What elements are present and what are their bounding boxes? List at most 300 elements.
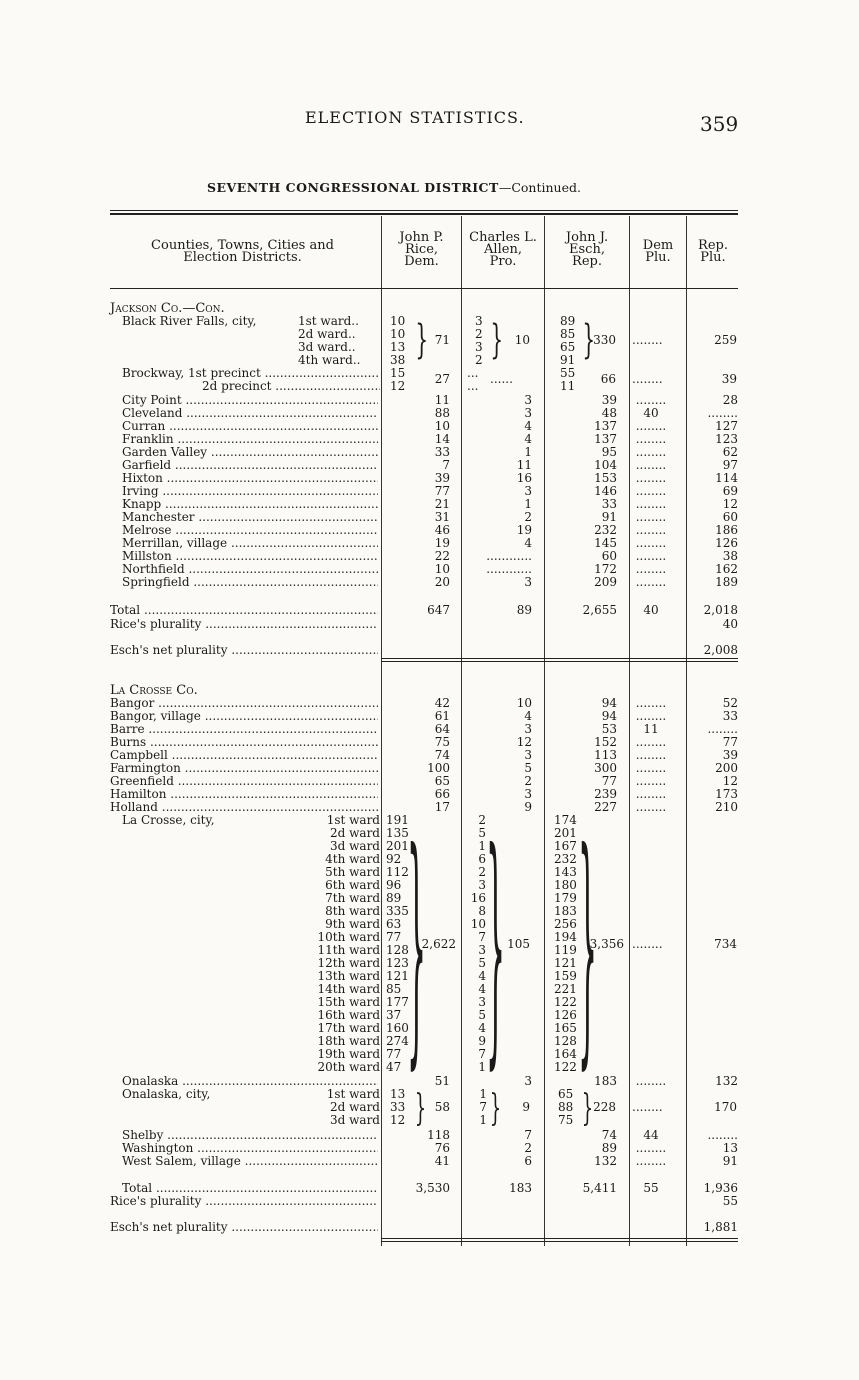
brace-icon: } [486, 799, 506, 1090]
ward-rice: 89 [386, 891, 402, 905]
jackson-row-dem-plu: ........ [635, 445, 667, 459]
ward-label: 12th ward [317, 956, 380, 970]
lacrosse-row-allen: 10 [516, 696, 532, 710]
ward-rice: 274 [386, 1034, 409, 1048]
ward-esch: 65 [558, 1087, 574, 1101]
brockway-label-1: Brockway, 1st precinct ..... [122, 367, 380, 380]
ward-rice: 121 [386, 969, 409, 983]
lacrosse-city-dem: ........ [632, 937, 663, 951]
jackson-row-esch: 209 [594, 575, 617, 589]
brockway-allen-2: ... [467, 379, 479, 393]
lacrosse-row-rep-plu: 91 [722, 1154, 738, 1168]
jackson-row-rep-plu: 97 [722, 458, 738, 472]
lacrosse-row-rep-plu: 173 [715, 787, 738, 801]
jackson-row-rep-plu: 114 [715, 471, 738, 485]
lacrosse-rice-plurality [110, 1195, 740, 1208]
election-table [110, 210, 740, 1250]
jackson-row-esch: 146 [594, 484, 617, 498]
ward-allen: 9 [478, 1034, 486, 1048]
jackson-row-allen: ............ [486, 549, 532, 563]
brace-icon: } [581, 1088, 594, 1129]
onalaska-dem-plu: ........ [635, 1074, 667, 1088]
jackson-row-name: Merrillan, village [122, 537, 228, 550]
ward-allen: 7 [479, 1100, 487, 1114]
ward-rice: 77 [386, 930, 402, 944]
ward-label: 5th ward [325, 865, 380, 879]
lacrosse-rice-plurality-label [110, 1195, 378, 1208]
jackson-row-name: Manchester [122, 511, 195, 524]
onalaska-city-allen-total: 9 [522, 1100, 530, 1114]
jackson-row-label [122, 459, 378, 472]
lacrosse-row-allen: 12 [516, 735, 532, 749]
ward-label: 9th ward [325, 917, 380, 931]
lacrosse-row-name: Bangor [110, 697, 155, 710]
lacrosse-row-label [110, 775, 378, 788]
lacrosse-row-allen: 7 [524, 1128, 532, 1142]
header-esch: John J. Esch, Rep. [565, 230, 609, 269]
lacrosse-rice-plurality-rep-plu: 55 [722, 1194, 738, 1208]
lacrosse-total-rice: 3,530 [415, 1181, 450, 1195]
lacrosse-row-esch: 132 [594, 1154, 617, 1168]
brockway-rice-1: 15 [390, 366, 406, 380]
ward-rice: 33 [390, 1100, 406, 1114]
jackson-total-rice: 647 [427, 603, 450, 617]
ward-esch: 119 [554, 943, 577, 957]
lacrosse-row-name: Shelby [122, 1129, 164, 1142]
ward-esch: 174 [554, 813, 577, 827]
jackson-row-label [122, 407, 378, 420]
jackson-row-esch: 232 [594, 523, 617, 537]
jackson-row-allen: 19 [516, 523, 532, 537]
ward-label: 2d ward [330, 826, 380, 840]
ward-rice: 37 [386, 1008, 402, 1022]
jackson-heading: Jackson Co.—Con. [110, 301, 225, 316]
jackson-esch-net-rep-plu: 2,008 [703, 643, 738, 657]
onalaska-name: Onalaska [122, 1075, 179, 1088]
ward-allen: 7 [478, 1047, 486, 1061]
ward-label: 1st ward [326, 813, 380, 827]
jackson-row-esch: 60 [601, 549, 617, 563]
lacrosse-row-label [110, 749, 378, 762]
lacrosse-row-rep-plu: 200 [715, 761, 738, 775]
jackson-row-dem-plu: ........ [635, 458, 667, 472]
ward-esch: 88 [558, 1100, 574, 1114]
lacrosse-row-dem-plu: ........ [635, 696, 667, 710]
jackson-row-rice: 31 [434, 510, 450, 524]
lacrosse-row-esch: 74 [601, 1128, 617, 1142]
jackson-row-label [122, 485, 378, 498]
jackson-row-rep-plu: 162 [715, 562, 738, 576]
lacrosse-row-rep-plu: 39 [722, 748, 738, 762]
lacrosse-row-rep-plu: 52 [722, 696, 738, 710]
lacrosse-row-allen: 6 [524, 1154, 532, 1168]
lacrosse-row-dem-plu: ........ [635, 774, 667, 788]
ward-esch: 183 [554, 904, 577, 918]
ward-rice: 123 [386, 956, 409, 970]
ward-label: 14th ward [317, 982, 380, 996]
jackson-row-rice: 39 [434, 471, 450, 485]
jackson-row-name: Northfield [122, 563, 185, 576]
lacrosse-city-esch-total: 3,356 [589, 937, 624, 951]
onalaska-city-allen [473, 1088, 487, 1127]
jackson-row-dem-plu: ........ [635, 393, 667, 407]
lacrosse-esch-net [110, 1221, 740, 1234]
lacrosse-row-rep-plu: 77 [722, 735, 738, 749]
jackson-row-name: Millston [122, 550, 172, 563]
lacrosse-row-label [122, 1155, 378, 1168]
lacrosse-row-name: Farmington [110, 762, 181, 775]
jackson-row-rep-plu: 38 [722, 549, 738, 563]
ward-allen: 2 [478, 813, 486, 827]
ward-label: 17th ward [317, 1021, 380, 1035]
jackson-row-esch: 95 [601, 445, 617, 459]
ward-allen: 16 [470, 891, 486, 905]
jackson-row-name: Melrose [122, 524, 172, 537]
jackson-row-label [122, 537, 378, 550]
jackson-row-rep-plu: ........ [707, 406, 738, 420]
brf-label: Black River Falls, city, [122, 314, 257, 328]
jackson-row-rep-plu: 126 [715, 536, 738, 550]
lacrosse-row-label [110, 788, 378, 801]
ward-esch: 232 [554, 852, 577, 866]
onalaska-city-rice [390, 1088, 410, 1127]
jackson-row-rep-plu: 62 [722, 445, 738, 459]
jackson-row-esch: 145 [594, 536, 617, 550]
lacrosse-row-allen: 3 [524, 748, 532, 762]
jackson-row-dem-plu: 40 [643, 406, 659, 420]
lacrosse-row [110, 1155, 740, 1168]
jackson-row-rice: 11 [434, 393, 450, 407]
jackson-row-label [122, 472, 378, 485]
lacrosse-total-name: Total [122, 1182, 153, 1195]
lacrosse-row-dem-plu: ........ [635, 787, 667, 801]
brace-icon: } [582, 317, 596, 363]
ward-label: 19th ward [317, 1047, 380, 1061]
onalaska-city-rice-total: 58 [434, 1100, 450, 1114]
lacrosse-row-rice: 118 [427, 1128, 450, 1142]
jackson-row-name: Irving [122, 485, 159, 498]
jackson-row-esch: 39 [601, 393, 617, 407]
header-allen: Charles L. Allen, Pro. [469, 230, 537, 269]
lacrosse-row-rice: 74 [434, 748, 450, 762]
jackson-esch-net-label [110, 644, 378, 657]
lacrosse-total-allen: 183 [509, 1181, 532, 1195]
brockway-label-2: 2d precinct ..... [202, 380, 380, 393]
jackson-row-esch: 137 [594, 432, 617, 446]
brace-icon: } [489, 1088, 502, 1129]
jackson-row-label [122, 433, 378, 446]
jackson-row-name: Hixton [122, 472, 163, 485]
lacrosse-row-esch: 239 [594, 787, 617, 801]
header-dem-plu: Dem Plu. [642, 238, 674, 265]
jackson-total-label [110, 604, 378, 617]
lacrosse-city-esch [554, 814, 580, 1074]
jackson-row-name: City Point [122, 394, 182, 407]
onalaska-rice: 51 [434, 1074, 450, 1088]
jackson-row-rep-plu: 69 [722, 484, 738, 498]
ward-esch: 167 [554, 839, 577, 853]
lacrosse-row-label [122, 1129, 378, 1142]
ward-rice: 96 [386, 878, 402, 892]
ward-label: 11th ward [317, 943, 380, 957]
lacrosse-row-dem-plu: ........ [635, 1154, 667, 1168]
lacrosse-row-rice: 42 [434, 696, 450, 710]
jackson-row-rep-plu: 123 [715, 432, 738, 446]
jackson-row-allen: ............ [486, 562, 532, 576]
lacrosse-row-rice: 100 [427, 761, 450, 775]
ward-rice: 112 [386, 865, 409, 879]
ward-esch: 75 [558, 1113, 574, 1127]
lacrosse-row-dem-plu: 11 [643, 722, 659, 736]
lacrosse-esch-net-name: Esch's net plurality [110, 1221, 228, 1234]
jackson-row-rep-plu: 12 [722, 497, 738, 511]
brf-rice-total: 71 [434, 333, 450, 347]
jackson-row-esch: 48 [601, 406, 617, 420]
lacrosse-row-name: Bangor, village [110, 710, 201, 723]
lacrosse-row-rice: 61 [434, 709, 450, 723]
jackson-row-esch: 91 [601, 510, 617, 524]
lacrosse-row-name: Barre [110, 723, 145, 736]
lacrosse-total-dem-plu: 55 [643, 1181, 659, 1195]
jackson-row-rep-plu: 186 [715, 523, 738, 537]
jackson-row-allen: 1 [524, 497, 532, 511]
jackson-row-label [122, 420, 378, 433]
lacrosse-city-rice-total: 2,622 [421, 937, 456, 951]
ward-allen: 3 [478, 943, 486, 957]
brockway-rice-total: 27 [434, 372, 450, 386]
ward-allen: 5 [478, 1008, 486, 1022]
jackson-row-allen: 11 [516, 458, 532, 472]
onalaska-rep-plu: 132 [715, 1074, 738, 1088]
lacrosse-row-rep-plu: 12 [722, 774, 738, 788]
jackson-row-rice: 7 [442, 458, 450, 472]
ward-rice: 47 [386, 1060, 402, 1074]
ward-allen: 5 [478, 956, 486, 970]
jackson-row-label [122, 511, 378, 524]
ward-label: 10th ward [317, 930, 380, 944]
lacrosse-row-name: Campbell [110, 749, 168, 762]
jackson-esch-net [110, 644, 740, 657]
jackson-row-rep-plu: 189 [715, 575, 738, 589]
jackson-row-rice: 10 [434, 419, 450, 433]
lacrosse-row-label [122, 1142, 378, 1155]
lacrosse-row-rice: 41 [434, 1154, 450, 1168]
jackson-total-rep-plu: 2,018 [703, 603, 738, 617]
jackson-row [110, 576, 740, 589]
jackson-row-name: Garden Valley [122, 446, 208, 459]
brf-allen-total: 10 [514, 333, 530, 347]
brockway-allen-1: ... [467, 366, 479, 380]
ward-esch: 194 [554, 930, 577, 944]
lacrosse-city-wards [245, 814, 380, 1074]
jackson-row-allen: 4 [524, 536, 532, 550]
brockway-esch-2: 11 [560, 379, 576, 393]
ward-rice: 13 [390, 1087, 406, 1101]
lacrosse-total-label [122, 1182, 378, 1195]
lacrosse-row-rep-plu: 13 [722, 1141, 738, 1155]
jackson-row-allen: 1 [524, 445, 532, 459]
jackson-row-name: Cleveland [122, 407, 183, 420]
jackson-row-allen: 3 [524, 406, 532, 420]
ward-rice: 177 [386, 995, 409, 1009]
lacrosse-row-esch: 94 [601, 696, 617, 710]
jackson-row-name: Knapp [122, 498, 162, 511]
lacrosse-total [110, 1182, 740, 1195]
jackson-rice-plurality-name: Rice's plurality [110, 618, 202, 631]
lacrosse-row-esch: 53 [601, 722, 617, 736]
ward-esch: 122 [554, 1060, 577, 1074]
ward-esch: 256 [554, 917, 577, 931]
brace-icon: } [407, 799, 427, 1090]
brf-rep: 259 [714, 333, 737, 347]
jackson-row-dem-plu: ........ [635, 575, 667, 589]
jackson-row-label [122, 550, 378, 563]
brockway-allen-total: ...... [490, 372, 513, 386]
jackson-row-dem-plu: ........ [635, 432, 667, 446]
jackson-rice-plurality-label [110, 618, 378, 631]
brace-icon: } [414, 1088, 427, 1129]
lacrosse-row-name: Holland [110, 801, 158, 814]
jackson-row-rice: 19 [434, 536, 450, 550]
lacrosse-row-esch: 77 [601, 774, 617, 788]
lacrosse-row-label [110, 736, 378, 749]
ward-rice: 135 [386, 826, 409, 840]
ward-allen: 7 [478, 930, 486, 944]
onalaska-city-label: Onalaska, city, [122, 1087, 211, 1101]
lacrosse-row-allen: 4 [524, 709, 532, 723]
jackson-row-label [122, 498, 378, 511]
lacrosse-row-label [110, 723, 378, 736]
ward-label: 15th ward [317, 995, 380, 1009]
brockway-dem: ........ [632, 372, 663, 386]
ward-allen: 5 [478, 826, 486, 840]
jackson-row-rep-plu: 60 [722, 510, 738, 524]
lacrosse-row-esch: 113 [594, 748, 617, 762]
ward-rice: 92 [386, 852, 402, 866]
ward-label: 13th ward [317, 969, 380, 983]
jackson-row-dem-plu: ........ [635, 471, 667, 485]
ward-esch: 179 [554, 891, 577, 905]
ward-allen: 2 [478, 865, 486, 879]
page-number: 359 [700, 112, 739, 136]
ward-label: 4th ward [325, 852, 380, 866]
lacrosse-row-rep-plu: 33 [722, 709, 738, 723]
ward-allen: 4 [478, 982, 486, 996]
brace-icon: } [415, 317, 429, 363]
jackson-row-rice: 20 [434, 575, 450, 589]
jackson-row-label [122, 394, 378, 407]
lacrosse-row-allen: 9 [524, 800, 532, 814]
jackson-row-dem-plu: ........ [635, 419, 667, 433]
jackson-row-rice: 46 [434, 523, 450, 537]
onalaska-allen: 3 [524, 1074, 532, 1088]
brace-icon: } [578, 799, 598, 1090]
lacrosse-city-allen [470, 814, 486, 1074]
jackson-row-label [122, 446, 378, 459]
jackson-row-label [122, 524, 378, 537]
jackson-total-esch: 2,655 [582, 603, 617, 617]
ward-esch: 159 [554, 969, 577, 983]
jackson-row-esch: 172 [594, 562, 617, 576]
ward-esch: 201 [554, 826, 577, 840]
jackson-rice-plurality-rep-plu: 40 [722, 617, 738, 631]
jackson-row-label [122, 563, 378, 576]
ward-allen: 4 [478, 1021, 486, 1035]
onalaska-esch: 183 [594, 1074, 617, 1088]
jackson-row-esch: 137 [594, 419, 617, 433]
lacrosse-esch-net-rep-plu: 1,881 [703, 1220, 738, 1234]
ward-rice: 201 [386, 839, 409, 853]
jackson-row-rice: 14 [434, 432, 450, 446]
jackson-row-dem-plu: ........ [635, 549, 667, 563]
ward-esch: 121 [554, 956, 577, 970]
jackson-row-esch: 33 [601, 497, 617, 511]
ward-rice: 63 [386, 917, 402, 931]
ward-rice: 128 [386, 943, 409, 957]
lacrosse-esch-net-label [110, 1221, 378, 1234]
ward-rice: 85 [386, 982, 402, 996]
jackson-row-name: Springfield [122, 576, 190, 589]
jackson-row-allen: 4 [524, 419, 532, 433]
lacrosse-row-label [110, 697, 378, 710]
ward-label: 1st ward [326, 1087, 380, 1101]
jackson-total [110, 604, 740, 617]
ward-rice: 77 [386, 1047, 402, 1061]
jackson-row-esch: 153 [594, 471, 617, 485]
jackson-row-dem-plu: ........ [635, 484, 667, 498]
lacrosse-row-name: Washington [122, 1142, 194, 1155]
ward-label: 18th ward [317, 1034, 380, 1048]
lacrosse-row-allen: 2 [524, 1141, 532, 1155]
ward-esch: 165 [554, 1021, 577, 1035]
ward-rice: 191 [386, 813, 409, 827]
ward-rice: 160 [386, 1021, 409, 1035]
header-place: Counties, Towns, Cities and Election Districts. [151, 238, 334, 265]
ward-rice: 12 [390, 1113, 406, 1127]
ward-allen: 4 [478, 969, 486, 983]
lacrosse-row-rep-plu: ........ [707, 722, 738, 736]
onalaska-city-wards [245, 1088, 380, 1127]
jackson-row-allen: 2 [524, 510, 532, 524]
ward-esch: 180 [554, 878, 577, 892]
jackson-row-dem-plu: ........ [635, 510, 667, 524]
jackson-rice-plurality [110, 618, 740, 631]
jackson-row-rice: 10 [434, 562, 450, 576]
jackson-total-dem-plu: 40 [643, 603, 659, 617]
lacrosse-total-rep-plu: 1,936 [703, 1181, 738, 1195]
lacrosse-row-esch: 300 [594, 761, 617, 775]
jackson-total-name: Total [110, 604, 141, 617]
jackson-row-rice: 21 [434, 497, 450, 511]
ward-allen: 1 [478, 1060, 486, 1074]
ward-allen: 1 [478, 839, 486, 853]
lacrosse-row-rice: 64 [434, 722, 450, 736]
ward-esch: 221 [554, 982, 577, 996]
lacrosse-row-name: Greenfield [110, 775, 174, 788]
lacrosse-row-name: Burns [110, 736, 147, 749]
running-title: ELECTION STATISTICS. [305, 108, 525, 127]
lacrosse-city-rep: 734 [714, 937, 737, 951]
lacrosse-heading: La Crosse Co. [110, 683, 198, 698]
ward-label: 3d ward [330, 1113, 380, 1127]
onalaska-city-rep: 170 [714, 1100, 737, 1114]
lacrosse-row-dem-plu: ........ [635, 709, 667, 723]
lacrosse-row-rep-plu: ........ [707, 1128, 738, 1142]
ward-allen: 6 [478, 852, 486, 866]
jackson-row-label [122, 576, 378, 589]
lacrosse-total-esch: 5,411 [582, 1181, 617, 1195]
jackson-row-esch: 104 [594, 458, 617, 472]
